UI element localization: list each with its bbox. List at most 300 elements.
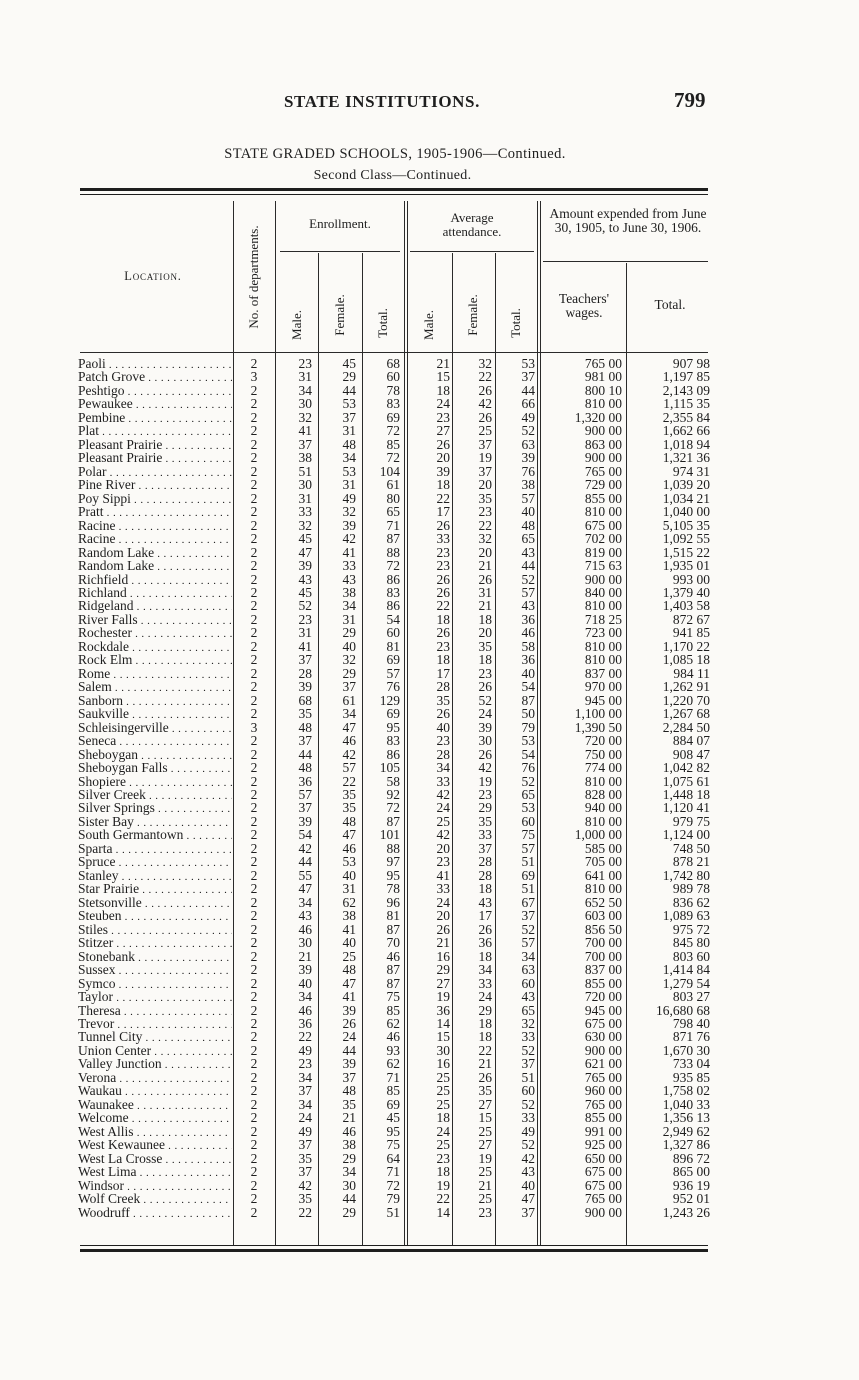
teachers-wages-cell: 837 00	[584, 962, 622, 978]
departments-cell: 2	[250, 450, 258, 466]
attendance-female-cell: 24	[478, 706, 492, 722]
departments-cell: 2	[250, 409, 258, 425]
attendance-total-cell: 65	[521, 531, 535, 547]
departments-cell: 2	[250, 1069, 258, 1085]
departments-cell: 3	[250, 369, 258, 385]
attendance-male-cell: 26	[436, 706, 450, 722]
departments-cell: 2	[250, 1029, 258, 1045]
teachers-wages-cell: 810 00	[584, 773, 622, 789]
teachers-wages-cell: 675 00	[584, 1177, 622, 1193]
attendance-male-cell: 34	[436, 760, 450, 776]
expended-total-cell: 1,034 21	[662, 490, 710, 506]
departments-cell: 2	[250, 1164, 258, 1180]
enrollment-female-cell: 48	[342, 813, 356, 829]
enrollment-male-cell: 37	[298, 1164, 312, 1180]
departments-cell: 2	[250, 490, 258, 506]
enrollment-male-cell: 47	[298, 544, 312, 560]
enrollment-total-cell: 69	[386, 706, 400, 722]
departments-cell: 2	[250, 1137, 258, 1153]
teachers-wages-cell: 900 00	[584, 450, 622, 466]
location-cell: Rome . . .	[78, 667, 232, 682]
table-row	[0, 397, 859, 410]
expended-total-cell: 5,105 35	[662, 517, 710, 533]
attendance-female-cell: 19	[478, 1150, 492, 1166]
attendance-male-cell: 24	[436, 894, 450, 910]
attendance-male-cell: 26	[436, 436, 450, 452]
departments-cell: 2	[250, 356, 258, 371]
attendance-male-cell: 18	[436, 1110, 450, 1126]
attendance-female-cell: 25	[478, 423, 492, 439]
table-row	[0, 815, 859, 828]
attendance-female-cell: 43	[478, 894, 492, 910]
header-rule	[407, 201, 408, 353]
enrollment-female-cell: 41	[342, 989, 356, 1005]
expended-total-cell: 974 31	[672, 463, 710, 479]
enrollment-female-cell: 48	[342, 962, 356, 978]
teachers-wages-cell: 900 00	[584, 1042, 622, 1058]
table-row	[0, 721, 859, 734]
teachers-wages-cell: 715 63	[584, 558, 622, 574]
departments-cell: 2	[250, 1015, 258, 1031]
enrollment-female-cell: 47	[342, 827, 356, 843]
teachers-wages-cell: 855 00	[584, 975, 622, 991]
enrollment-male-cell: 34	[298, 989, 312, 1005]
attendance-female-cell: 36	[478, 935, 492, 951]
attendance-female-cell: 21	[478, 598, 492, 614]
expended-total-cell: 1,170 22	[662, 638, 710, 654]
attendance-male-cell: 19	[436, 1177, 450, 1193]
table-row	[0, 626, 859, 639]
attendance-total-cell: 63	[521, 436, 535, 452]
attendance-total-cell: 36	[521, 652, 535, 668]
teachers-wages-cell: 855 00	[584, 1110, 622, 1126]
enrollment-total-cell: 85	[386, 1083, 400, 1099]
attendance-total-cell: 60	[521, 1083, 535, 1099]
enrollment-female-cell: 44	[342, 1191, 356, 1207]
table-row	[0, 599, 859, 612]
table-top-rule-thick	[80, 188, 708, 191]
attendance-male-cell: 21	[436, 935, 450, 951]
teachers-wages-header: Teachers' wages.	[558, 291, 610, 320]
expended-total-cell: 1,267 68	[662, 706, 710, 722]
table-row	[0, 896, 859, 909]
location-cell: Welcome . . .	[78, 1111, 232, 1126]
teachers-wages-cell: 810 00	[584, 504, 622, 520]
attendance-male-cell: 23	[436, 409, 450, 425]
teachers-wages-cell: 765 00	[584, 463, 622, 479]
enrollment-total-cell: 69	[386, 1096, 400, 1112]
enrollment-male-cell: 44	[298, 854, 312, 870]
enrollment-male-cell: 31	[298, 490, 312, 506]
enrollment-female-cell: 39	[342, 517, 356, 533]
expended-total-cell: 908 47	[672, 746, 710, 762]
location-cell: Taylor . . .	[78, 990, 232, 1005]
enrollment-total-cell: 72	[386, 800, 400, 816]
enrollment-male-cell: 41	[298, 638, 312, 654]
enrollment-male-cell: 51	[298, 463, 312, 479]
teachers-wages-cell: 960 00	[584, 1083, 622, 1099]
expended-total-cell: 952 01	[672, 1191, 710, 1207]
enrollment-female-cell: 32	[342, 504, 356, 520]
attendance-total-cell: 33	[521, 1110, 535, 1126]
enrollment-total-cell: 72	[386, 450, 400, 466]
attendance-female-cell: 35	[478, 1083, 492, 1099]
attendance-female-cell: 35	[478, 813, 492, 829]
enrollment-total-cell: 79	[386, 1191, 400, 1207]
enrollment-male-cell: 52	[298, 598, 312, 614]
attendance-male-cell: 27	[436, 423, 450, 439]
header-subrule	[280, 251, 400, 252]
departments-cell: 2	[250, 665, 258, 681]
expended-total-cell: 1,448 18	[662, 787, 710, 802]
expended-total-cell: 1,515 22	[662, 544, 710, 560]
attendance-total-cell: 52	[521, 921, 535, 937]
attendance-total-cell: 54	[521, 679, 535, 695]
attendance-male-cell: 18	[436, 611, 450, 627]
table-row	[0, 963, 859, 976]
attendance-total-cell: 65	[521, 1002, 535, 1018]
enrollment-male-cell: 36	[298, 1015, 312, 1031]
attendance-female-cell: 26	[478, 746, 492, 762]
enrollment-female-cell: 21	[342, 1110, 356, 1126]
teachers-wages-cell: 945 00	[584, 1002, 622, 1018]
attendance-total-cell: 44	[521, 382, 535, 398]
departments-cell: 2	[250, 1056, 258, 1072]
attendance-male-cell: 20	[436, 908, 450, 924]
enrollment-female-cell: 49	[342, 490, 356, 506]
attendance-female-cell: 25	[478, 1164, 492, 1180]
enrollment-female-cell: 31	[342, 423, 356, 439]
enrollment-male-cell: 23	[298, 611, 312, 627]
attendance-female-cell: 22	[478, 1042, 492, 1058]
departments-cell: 2	[250, 935, 258, 951]
enrollment-total-cell: 46	[386, 1029, 400, 1045]
enrollment-male-cell: 34	[298, 894, 312, 910]
attendance-female-cell: 19	[478, 450, 492, 466]
location-cell: Sister Bay . . .	[78, 815, 232, 830]
attendance-female-cell: 37	[478, 840, 492, 856]
attendance-total-cell: 69	[521, 867, 535, 883]
table-row	[0, 855, 859, 868]
attendance-total-cell: 75	[521, 827, 535, 843]
attendance-male-cell: 21	[436, 356, 450, 371]
attendance-total-cell: 54	[521, 746, 535, 762]
expended-total-cell: 989 78	[672, 881, 710, 897]
attendance-total-cell: 51	[521, 881, 535, 897]
enrollment-male-cell: 42	[298, 1177, 312, 1193]
expended-total-cell: 16,680 68	[656, 1002, 710, 1018]
attendance-male-cell: 35	[436, 692, 450, 708]
expended-total-cell: 865 00	[672, 1164, 710, 1180]
enrollment-total-cell: 87	[386, 921, 400, 937]
departments-cell: 2	[250, 544, 258, 560]
enrollment-male-cell: 33	[298, 504, 312, 520]
enrollment-female-cell: 37	[342, 409, 356, 425]
location-cell: Pratt . . .	[78, 505, 232, 520]
enrollment-total-cell: 68	[386, 356, 400, 371]
attendance-total-cell: 66	[521, 396, 535, 412]
location-cell: Racine . . .	[78, 532, 232, 547]
table-row	[0, 775, 859, 788]
enrollment-total-cell: 51	[386, 1204, 400, 1220]
location-cell: Sparta . . .	[78, 842, 232, 857]
attendance-total-cell: 67	[521, 894, 535, 910]
enrollment-male-cell: 45	[298, 531, 312, 547]
expended-total-cell: 2,355 84	[662, 409, 710, 425]
location-cell: Racine . . .	[78, 519, 232, 534]
attendance-female-cell: 42	[478, 760, 492, 776]
attendance-total-cell: 52	[521, 423, 535, 439]
attendance-male-header: Male.	[421, 310, 436, 340]
enrollment-male-cell: 44	[298, 746, 312, 762]
enrollment-female-cell: 40	[342, 935, 356, 951]
departments-cell: 2	[250, 382, 258, 398]
table-bottom-rule-thin	[80, 1245, 708, 1246]
enrollment-female-cell: 47	[342, 975, 356, 991]
enrollment-total-cell: 83	[386, 733, 400, 749]
enrollment-total-cell: 95	[386, 1123, 400, 1139]
expended-total-cell: 896 72	[672, 1150, 710, 1166]
enrollment-total-cell: 62	[386, 1015, 400, 1031]
departments-cell: 2	[250, 746, 258, 762]
attendance-female-cell: 22	[478, 369, 492, 385]
attendance-total-cell: 37	[521, 1204, 535, 1220]
enrollment-male-cell: 21	[298, 948, 312, 964]
expended-total-cell: 936 19	[672, 1177, 710, 1193]
location-cell: Pewaukee . . .	[78, 397, 232, 412]
departments-cell: 2	[250, 975, 258, 991]
teachers-wages-cell: 1,390 50	[574, 719, 622, 735]
teachers-wages-cell: 650 00	[584, 1150, 622, 1166]
attendance-female-cell: 37	[478, 463, 492, 479]
location-cell: Plat . . .	[78, 424, 232, 439]
enrollment-total-cell: 87	[386, 962, 400, 978]
attendance-female-cell: 26	[478, 679, 492, 695]
attendance-female-cell: 19	[478, 773, 492, 789]
departments-cell: 2	[250, 611, 258, 627]
expended-total-cell: 733 04	[672, 1056, 710, 1072]
header-rule	[404, 201, 405, 353]
attendance-total-cell: 60	[521, 813, 535, 829]
enrollment-total-cell: 83	[386, 584, 400, 600]
enrollment-total-cell: 64	[386, 1150, 400, 1166]
teachers-wages-cell: 765 00	[584, 1096, 622, 1112]
expended-total-cell: 1,356 13	[662, 1110, 710, 1126]
enrollment-total-cell: 72	[386, 558, 400, 574]
enrollment-male-cell: 37	[298, 1137, 312, 1153]
table-row	[0, 559, 859, 572]
departments-cell: 2	[250, 1204, 258, 1220]
attendance-male-cell: 28	[436, 746, 450, 762]
location-cell: Richland . . .	[78, 586, 232, 601]
teachers-wages-cell: 856 50	[584, 921, 622, 937]
departments-cell: 2	[250, 531, 258, 547]
attendance-male-cell: 42	[436, 827, 450, 843]
teachers-wages-cell: 810 00	[584, 598, 622, 614]
attendance-female-cell: 17	[478, 908, 492, 924]
enrollment-male-cell: 37	[298, 436, 312, 452]
table-row	[0, 950, 859, 963]
attendance-male-cell: 26	[436, 584, 450, 600]
attendance-male-cell: 23	[436, 544, 450, 560]
enrollment-male-cell: 45	[298, 584, 312, 600]
attendance-female-cell: 25	[478, 1123, 492, 1139]
attendance-total-cell: 39	[521, 450, 535, 466]
departments-cell: 2	[250, 1042, 258, 1058]
teachers-wages-cell: 837 00	[584, 665, 622, 681]
teachers-wages-cell: 945 00	[584, 692, 622, 708]
location-cell: Saukville . . .	[78, 707, 232, 722]
enrollment-total-cell: 45	[386, 1110, 400, 1126]
enrollment-total-cell: 81	[386, 908, 400, 924]
table-row	[0, 936, 859, 949]
attendance-female-cell: 29	[478, 1002, 492, 1018]
attendance-male-cell: 26	[436, 921, 450, 937]
departments-cell: 2	[250, 598, 258, 614]
departments-cell: 2	[250, 813, 258, 829]
table-row	[0, 1004, 859, 1017]
location-cell: Pleasant Prairie . . .	[78, 438, 232, 453]
table-row	[0, 519, 859, 532]
teachers-wages-cell: 1,000 00	[574, 827, 622, 843]
attendance-female-cell: 18	[478, 611, 492, 627]
teachers-wages-cell: 900 00	[584, 423, 622, 439]
attendance-female-cell: 28	[478, 867, 492, 883]
table-row	[0, 828, 859, 841]
expended-total-cell: 975 72	[672, 921, 710, 937]
attendance-female-cell: 20	[478, 625, 492, 641]
enrollment-total-cell: 87	[386, 531, 400, 547]
enrollment-male-cell: 55	[298, 867, 312, 883]
expended-total-cell: 1,018 94	[662, 436, 710, 452]
location-cell: West Lima . . .	[78, 1165, 232, 1180]
enrollment-total-cell: 97	[386, 854, 400, 870]
enrollment-female-cell: 38	[342, 908, 356, 924]
attendance-female-cell: 35	[478, 490, 492, 506]
attendance-total-cell: 42	[521, 1150, 535, 1166]
teachers-wages-cell: 1,320 00	[574, 409, 622, 425]
location-cell: Union Center . . .	[78, 1044, 232, 1059]
location-cell: Paoli . . .	[78, 357, 232, 372]
enrollment-female-cell: 62	[342, 894, 356, 910]
departments-cell: 2	[250, 962, 258, 978]
teachers-wages-cell: 585 00	[584, 840, 622, 856]
table-row	[0, 1152, 859, 1165]
attendance-total-cell: 43	[521, 598, 535, 614]
attendance-total-cell: 53	[521, 356, 535, 371]
enrollment-male-cell: 37	[298, 1083, 312, 1099]
enrollment-female-cell: 53	[342, 396, 356, 412]
table-row	[0, 1125, 859, 1138]
attendance-male-cell: 26	[436, 625, 450, 641]
attendance-male-cell: 39	[436, 463, 450, 479]
attendance-female-cell: 31	[478, 584, 492, 600]
attendance-male-cell: 41	[436, 867, 450, 883]
attendance-female-cell: 15	[478, 1110, 492, 1126]
expended-total-cell: 1,220 70	[662, 692, 710, 708]
enrollment-female-cell: 61	[342, 692, 356, 708]
enrollment-female-cell: 39	[342, 1056, 356, 1072]
teachers-wages-cell: 900 00	[584, 571, 622, 587]
enrollment-total-cell: 129	[379, 692, 400, 708]
expended-total-cell: 941 85	[672, 625, 710, 641]
header-rule	[452, 253, 453, 353]
enrollment-male-cell: 40	[298, 975, 312, 991]
enrollment-total-cell: 85	[386, 1002, 400, 1018]
location-cell: Trevor . . .	[78, 1017, 232, 1032]
table-row	[0, 1071, 859, 1084]
enrollment-total-cell: 104	[379, 463, 400, 479]
enrollment-female-cell: 35	[342, 1096, 356, 1112]
enrollment-male-cell: 30	[298, 396, 312, 412]
location-header: Location.	[124, 269, 182, 283]
location-cell: Woodruff . . .	[78, 1206, 232, 1221]
expended-total-cell: 907 98	[672, 356, 710, 371]
location-cell: Polar . . .	[78, 465, 232, 480]
teachers-wages-cell: 630 00	[584, 1029, 622, 1045]
teachers-wages-cell: 765 00	[584, 1069, 622, 1085]
enrollment-total-cell: 95	[386, 719, 400, 735]
location-cell: Theresa . . .	[78, 1004, 232, 1019]
departments-cell: 2	[250, 1110, 258, 1126]
table-row	[0, 1057, 859, 1070]
expended-total-cell: 1,039 20	[662, 477, 710, 493]
enrollment-male-cell: 35	[298, 1150, 312, 1166]
location-cell: Shopiere . . .	[78, 775, 232, 790]
enrollment-total-cell: 85	[386, 436, 400, 452]
expended-total-cell: 1,403 58	[662, 598, 710, 614]
expended-total-cell: 1,089 63	[662, 908, 710, 924]
expended-total-cell: 979 75	[672, 813, 710, 829]
enrollment-total-cell: 93	[386, 1042, 400, 1058]
enrollment-female-cell: 40	[342, 638, 356, 654]
table-row	[0, 667, 859, 680]
table-row	[0, 465, 859, 478]
header-rule	[495, 253, 496, 353]
attendance-total-cell: 34	[521, 948, 535, 964]
enrollment-female-cell: 45	[342, 356, 356, 371]
table-row	[0, 748, 859, 761]
table-title: STATE GRADED SCHOOLS, 1905-1906—Continued.	[224, 146, 566, 162]
attendance-total-header: Total.	[508, 308, 523, 338]
table-row	[0, 1098, 859, 1111]
enrollment-total-cell: 83	[386, 396, 400, 412]
location-cell: Stitzer . . .	[78, 936, 232, 951]
teachers-wages-cell: 729 00	[584, 477, 622, 493]
attendance-male-cell: 14	[436, 1015, 450, 1031]
departments-cell: 2	[250, 1002, 258, 1018]
attendance-female-cell: 21	[478, 1177, 492, 1193]
enrollment-total-cell: 46	[386, 948, 400, 964]
attendance-male-cell: 36	[436, 1002, 450, 1018]
enrollment-total-cell: 87	[386, 975, 400, 991]
attendance-female-cell: 34	[478, 962, 492, 978]
departments-cell: 2	[250, 692, 258, 708]
attendance-female-cell: 18	[478, 948, 492, 964]
enrollment-male-cell: 22	[298, 1029, 312, 1045]
enrollment-total-cell: 88	[386, 544, 400, 560]
departments-cell: 2	[250, 1096, 258, 1112]
location-cell: Random Lake . . .	[78, 546, 232, 561]
attendance-total-cell: 43	[521, 989, 535, 1005]
enrollment-male-cell: 37	[298, 733, 312, 749]
attendance-male-cell: 26	[436, 571, 450, 587]
table-row	[0, 370, 859, 383]
expended-total-cell: 935 85	[672, 1069, 710, 1085]
attendance-male-cell: 17	[436, 504, 450, 520]
enrollment-total-cell: 71	[386, 1069, 400, 1085]
table-row	[0, 1192, 859, 1205]
